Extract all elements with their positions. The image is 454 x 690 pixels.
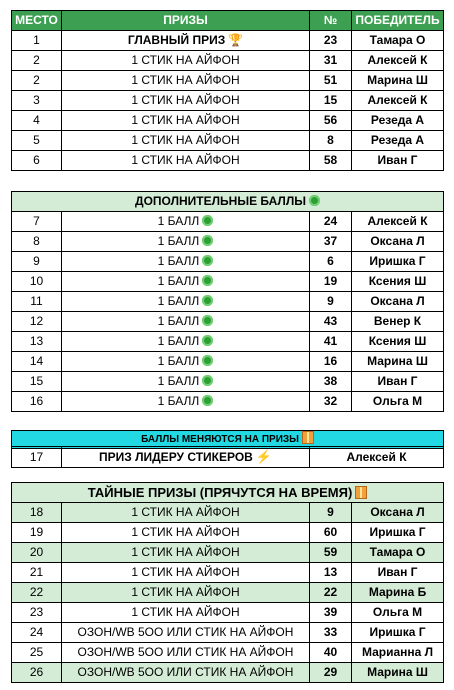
winner-cell (352, 392, 444, 412)
winner-cell (352, 232, 444, 252)
number-text: 22 (323, 585, 338, 599)
place-text: 11 (30, 294, 43, 308)
number-cell (310, 51, 352, 71)
secret-table (11, 482, 444, 683)
winner-text: Алексей К (367, 214, 428, 228)
number-text: 9 (327, 505, 334, 519)
winner-cell (352, 91, 444, 111)
number-text: 40 (323, 645, 338, 659)
prize-text: 1 БАЛЛ (157, 374, 200, 388)
table-row (12, 332, 444, 352)
number-cell (310, 31, 352, 51)
place-text: 16 (29, 394, 44, 408)
place-text: 22 (29, 585, 44, 599)
winner-text: Марина Ш (367, 665, 428, 679)
place-cell (12, 583, 62, 603)
prize-cell (62, 623, 310, 643)
number-text: 60 (323, 525, 338, 539)
prize-text: ОЗОН/WB 5OO ИЛИ СТИК НА АЙФОН (77, 665, 294, 679)
header-winner: ПОБЕДИТЕЛЬ (352, 11, 444, 31)
lightning-icon: ⚡ (255, 449, 273, 464)
clover-icon (202, 215, 213, 226)
number-text: 19 (323, 274, 338, 288)
winner-cell (352, 111, 444, 131)
place-text: 7 (33, 214, 40, 228)
winner-text: Алексей К (367, 93, 428, 107)
number-text: 23 (323, 33, 338, 47)
table-row (12, 151, 444, 171)
place-text: 15 (29, 374, 44, 388)
prize-cell (62, 392, 310, 412)
leader-table (11, 446, 444, 468)
table-row (12, 252, 444, 272)
winner-text: Марина Б (368, 585, 427, 599)
clover-icon (202, 295, 213, 306)
winner-cell (352, 31, 444, 51)
table-row (12, 212, 444, 232)
prize-text: 1 СТИК НА АЙФОН (131, 153, 240, 167)
clover-icon (202, 255, 213, 266)
number-text: 51 (323, 73, 338, 87)
place-cell (12, 523, 62, 543)
winner-text: Резеда А (370, 133, 425, 147)
prize-text: ГЛАВНЫЙ ПРИЗ (127, 33, 226, 47)
leader-place: 17 (12, 447, 62, 468)
header-row (12, 11, 444, 31)
main-prizes-table (11, 10, 444, 171)
table-row (12, 232, 444, 252)
place-cell (12, 563, 62, 583)
winner-text: Марина Ш (367, 354, 428, 368)
number-text: 59 (323, 545, 338, 559)
clover-icon (202, 375, 213, 386)
prize-text: 1 СТИК НА АЙФОН (131, 53, 240, 67)
prize-cell (62, 352, 310, 372)
table-row (12, 392, 444, 412)
secret-title: ТАЙНЫЕ ПРИЗЫ (ПРЯЧУТСЯ НА ВРЕМЯ) (87, 485, 353, 500)
prize-text: ОЗОН/WB 5OO ИЛИ СТИК НА АЙФОН (77, 625, 294, 639)
prize-cell (62, 663, 310, 683)
number-cell (310, 272, 352, 292)
place-text: 3 (33, 93, 40, 107)
place-text: 9 (33, 254, 40, 268)
prize-cell (62, 523, 310, 543)
prize-text: 1 СТИК НА АЙФОН (131, 505, 240, 519)
winner-text: Резеда А (370, 113, 425, 127)
place-cell (12, 232, 62, 252)
winner-text: Иришка Г (369, 625, 426, 639)
clover-icon (202, 395, 213, 406)
number-text: 31 (323, 53, 338, 67)
prize-text: 1 БАЛЛ (157, 294, 200, 308)
prize-text: ОЗОН/WB 5OO ИЛИ СТИК НА АЙФОН (77, 645, 294, 659)
table-row (12, 352, 444, 372)
number-cell (310, 392, 352, 412)
table-row (12, 51, 444, 71)
prize-text: 1 БАЛЛ (157, 254, 200, 268)
number-cell (310, 71, 352, 91)
winner-cell (352, 131, 444, 151)
prize-cell (62, 151, 310, 171)
place-text: 18 (29, 505, 44, 519)
number-cell (310, 643, 352, 663)
place-cell (12, 603, 62, 623)
prize-cell (62, 603, 310, 623)
winner-cell (352, 272, 444, 292)
prize-text: 1 БАЛЛ (157, 354, 200, 368)
leader-winner: Алексей К (310, 447, 444, 468)
table-row (12, 111, 444, 131)
winner-cell (352, 252, 444, 272)
place-text: 24 (29, 625, 44, 639)
prize-text: 1 СТИК НА АЙФОН (131, 585, 240, 599)
table-row (12, 643, 444, 663)
number-text: 9 (327, 294, 334, 308)
number-text: 43 (323, 314, 338, 328)
number-cell (310, 523, 352, 543)
place-text: 6 (33, 153, 40, 167)
bonus-title: ДОПОЛНИТЕЛЬНЫЕ БАЛЛЫ (135, 194, 306, 208)
number-text: 41 (323, 334, 338, 348)
number-text: 13 (323, 565, 338, 579)
number-cell (310, 111, 352, 131)
prize-text: 1 СТИК НА АЙФОН (131, 93, 240, 107)
prize-cell (62, 643, 310, 663)
prize-cell (62, 292, 310, 312)
winner-text: Оксана Л (370, 234, 425, 248)
header-place: МЕСТО (12, 11, 62, 31)
winner-text: Марианна Л (361, 645, 434, 659)
place-cell (12, 111, 62, 131)
prize-cell (62, 332, 310, 352)
winner-cell (352, 663, 444, 683)
prize-text: 1 СТИК НА АЙФОН (131, 565, 240, 579)
number-cell (310, 292, 352, 312)
table-row (12, 131, 444, 151)
clover-icon (202, 235, 213, 246)
table-row (12, 312, 444, 332)
winner-cell (352, 543, 444, 563)
place-text: 2 (33, 53, 40, 67)
number-text: 38 (323, 374, 338, 388)
winner-cell (352, 372, 444, 392)
number-text: 8 (327, 133, 334, 147)
prize-cell (62, 252, 310, 272)
table-row (12, 272, 444, 292)
exchange-note: БАЛЛЫ МЕНЯЮТСЯ НА ПРИЗЫ (141, 434, 299, 445)
prize-text: 1 БАЛЛ (157, 394, 200, 408)
number-text: 39 (323, 605, 338, 619)
winner-text: Иришка Г (369, 525, 426, 539)
winner-text: Иван Г (377, 374, 418, 388)
place-text: 12 (29, 314, 44, 328)
clover-icon (202, 315, 213, 326)
gift-icon (302, 431, 314, 444)
number-cell (310, 503, 352, 523)
number-text: 37 (323, 234, 338, 248)
prize-cell (62, 91, 310, 111)
winner-cell (352, 332, 444, 352)
winner-cell (352, 603, 444, 623)
prize-text: 1 СТИК НА АЙФОН (131, 133, 240, 147)
place-text: 21 (29, 565, 44, 579)
place-text: 4 (33, 113, 40, 127)
place-cell (12, 272, 62, 292)
prize-text: 1 БАЛЛ (157, 314, 200, 328)
table-row (12, 603, 444, 623)
winner-text: Оксана Л (370, 294, 425, 308)
place-text: 20 (29, 545, 44, 559)
gift-icon (355, 486, 367, 499)
table-row (12, 563, 444, 583)
winner-cell (352, 212, 444, 232)
winner-cell (352, 563, 444, 583)
prize-cell (62, 71, 310, 91)
prize-text: 1 СТИК НА АЙФОН (131, 525, 240, 539)
prize-cell (62, 51, 310, 71)
table-row (12, 372, 444, 392)
number-text: 56 (323, 113, 338, 127)
winner-text: Тамара О (369, 33, 426, 47)
header-prize: ПРИЗЫ (62, 11, 310, 31)
leader-row (12, 447, 444, 468)
prize-text: 1 БАЛЛ (157, 214, 200, 228)
prize-cell (62, 583, 310, 603)
winner-text: Тамара О (369, 545, 426, 559)
place-cell (12, 623, 62, 643)
place-text: 26 (29, 665, 44, 679)
prize-cell (62, 131, 310, 151)
table-row (12, 31, 444, 51)
place-cell (12, 212, 62, 232)
winner-cell (352, 623, 444, 643)
number-text: 24 (323, 214, 338, 228)
winner-text: Алексей К (367, 53, 428, 67)
winner-text: Ольга М (372, 394, 423, 408)
clover-icon (202, 335, 213, 346)
prize-cell (62, 31, 310, 51)
header-num: № (310, 11, 352, 31)
number-cell (310, 131, 352, 151)
winner-cell (352, 583, 444, 603)
number-cell (310, 91, 352, 111)
number-cell (310, 332, 352, 352)
place-cell (12, 643, 62, 663)
prize-text: 1 СТИК НА АЙФОН (131, 73, 240, 87)
place-cell (12, 91, 62, 111)
table-row (12, 583, 444, 603)
winner-text: Венер К (373, 314, 422, 328)
place-cell (12, 71, 62, 91)
number-text: 15 (323, 93, 338, 107)
prize-cell (62, 232, 310, 252)
bonus-table (11, 191, 444, 412)
place-text: 23 (29, 605, 44, 619)
prize-cell (62, 312, 310, 332)
number-cell (310, 252, 352, 272)
prize-cell (62, 212, 310, 232)
place-cell (12, 31, 62, 51)
number-cell (310, 151, 352, 171)
winner-cell (352, 643, 444, 663)
place-cell (12, 131, 62, 151)
prize-text: 1 СТИК НА АЙФОН (131, 545, 240, 559)
winner-text: Иван Г (377, 153, 418, 167)
place-text: 1 (33, 33, 40, 47)
winner-cell (352, 352, 444, 372)
number-cell (310, 312, 352, 332)
table-row (12, 663, 444, 683)
bonus-title-row (12, 192, 444, 212)
prize-text: 1 БАЛЛ (157, 274, 200, 288)
number-cell (310, 543, 352, 563)
prize-cell (62, 111, 310, 131)
prize-cell (62, 563, 310, 583)
clover-icon (309, 195, 320, 206)
winner-cell (352, 523, 444, 543)
place-cell (12, 292, 62, 312)
winner-cell (352, 51, 444, 71)
winner-cell (352, 292, 444, 312)
winner-text: Марина Ш (367, 73, 428, 87)
place-text: 8 (33, 234, 40, 248)
place-cell (12, 352, 62, 372)
number-cell (310, 372, 352, 392)
number-cell (310, 212, 352, 232)
place-text: 13 (29, 334, 44, 348)
place-cell (12, 663, 62, 683)
number-cell (310, 583, 352, 603)
place-text: 25 (29, 645, 44, 659)
place-cell (12, 543, 62, 563)
clover-icon (202, 355, 213, 366)
place-text: 5 (33, 133, 40, 147)
table-row (12, 623, 444, 643)
place-text: 19 (29, 525, 44, 539)
table-row (12, 71, 444, 91)
number-cell (310, 352, 352, 372)
table-row (12, 503, 444, 523)
table-row (12, 91, 444, 111)
secret-title-row (12, 483, 444, 503)
prize-text: 1 СТИК НА АЙФОН (131, 605, 240, 619)
number-cell (310, 603, 352, 623)
table-row (12, 523, 444, 543)
winner-text: Иришка Г (369, 254, 426, 268)
place-text: 10 (29, 274, 44, 288)
place-cell (12, 51, 62, 71)
winner-cell (352, 71, 444, 91)
place-cell (12, 312, 62, 332)
prize-text: 1 СТИК НА АЙФОН (131, 113, 240, 127)
prize-cell (62, 503, 310, 523)
leader-prize-cell (62, 447, 310, 468)
prize-text: 1 БАЛЛ (157, 334, 200, 348)
winner-text: Ольга М (372, 605, 423, 619)
place-cell (12, 372, 62, 392)
table-row (12, 292, 444, 312)
winner-text: Ксения Ш (368, 334, 427, 348)
number-text: 33 (323, 625, 338, 639)
place-cell (12, 392, 62, 412)
number-text: 29 (323, 665, 338, 679)
secret-title-cell (12, 483, 444, 503)
number-text: 58 (323, 153, 338, 167)
winner-cell (352, 312, 444, 332)
prize-cell (62, 543, 310, 563)
place-text: 2 (33, 73, 40, 87)
winner-cell (352, 503, 444, 523)
number-cell (310, 623, 352, 643)
number-cell (310, 232, 352, 252)
place-cell (12, 332, 62, 352)
prize-text: 1 БАЛЛ (157, 234, 200, 248)
leader-prize: ПРИЗ ЛИДЕРУ СТИКЕРОВ (98, 450, 253, 464)
number-cell (310, 663, 352, 683)
prize-cell (62, 372, 310, 392)
winner-text: Оксана Л (370, 505, 425, 519)
place-cell (12, 252, 62, 272)
place-cell (12, 503, 62, 523)
place-cell (12, 151, 62, 171)
clover-icon (202, 275, 213, 286)
winner-text: Ксения Ш (368, 274, 427, 288)
trophy-icon: 🏆 (228, 33, 244, 47)
number-text: 6 (327, 254, 334, 268)
number-text: 32 (323, 394, 338, 408)
number-text: 16 (323, 354, 338, 368)
winner-cell (352, 151, 444, 171)
prize-cell (62, 272, 310, 292)
winner-text: Иван Г (377, 565, 418, 579)
bonus-title-cell (12, 192, 444, 212)
number-cell (310, 563, 352, 583)
table-row (12, 543, 444, 563)
place-text: 14 (29, 354, 44, 368)
